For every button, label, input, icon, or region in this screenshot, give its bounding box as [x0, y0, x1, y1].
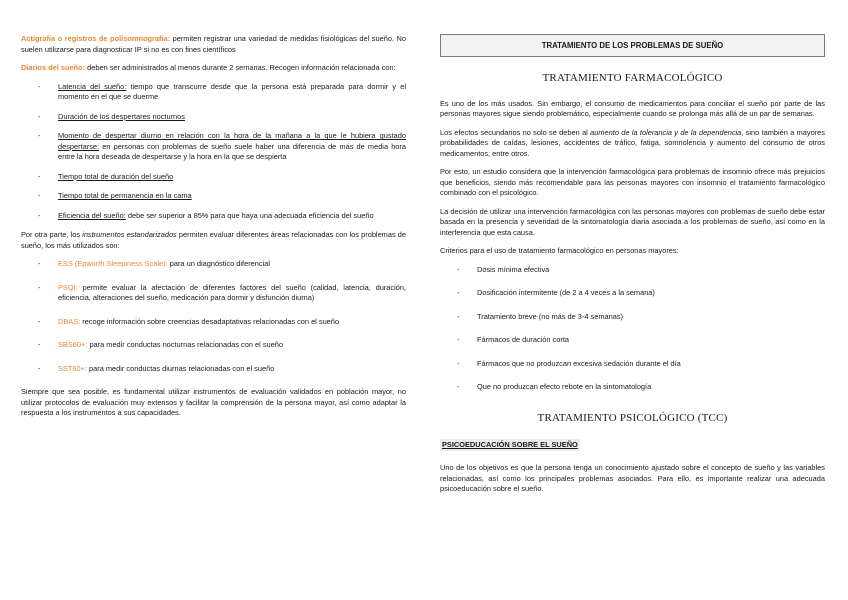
- list-item: - Dosificación intermitente (de 2 a 4 veces a la semana): [440, 288, 825, 299]
- instrument-name: ESS (Epworth Sleepiness Scale):: [58, 259, 168, 269]
- instrument-desc: para un diagnóstico diferencial: [167, 259, 270, 269]
- polysomnography-term: Actigrafía o registros de polisomnografía:: [21, 34, 171, 43]
- side-effects-emphasis: aumento de la tolerancia y de la dependencia: [590, 127, 742, 137]
- psych-title: TRATAMIENTO PSICOLÓGICO (TCC): [537, 411, 728, 424]
- validation-paragraph: Siempre que sea posible, es fundamental utilizar instrumentos de evaluación validados en población mayor, no utilizar protocolos de evaluación muy extensos y facilitar la comprensión de la persona mayor, así como adaptar la respuesta a los instrumentos a sus capacidades.: [21, 387, 406, 418]
- diary-item-desc: debe ser superior a 85% para que haya una adecuada eficiencia del sueño: [125, 210, 374, 220]
- instrument-desc: para medir conductas nocturnas relacionadas con el sueño: [87, 340, 283, 350]
- instrument-name: DBAS:: [58, 316, 81, 326]
- pharma-paragraph-1: Es uno de los más usados. Sin embargo, el consumo de medicamentos para conciliar el sueño por parte de las personas mayores sigue siendo problemático, especialmente cuando se prolonga más allá de un par de semanas.: [440, 98, 825, 119]
- diary-item-term: Momento de despertar diurno en relación con la hora de la mañana a la que le hubiera gustado despertarse:: [58, 131, 406, 151]
- list-item: [21, 364, 406, 375]
- instrument-desc: permite evaluar la afectación de diferentes factores del sueño (calidad, latencia, duración, eficiencia, alteraciones del sueño, medicación para dormir y disfunción diurna): [58, 282, 406, 303]
- right-column: [440, 34, 825, 503]
- diary-item-desc: en personas con problemas de sueño suele haber una diferencia de más de media hora entre la hora deseada de despertarse y la hora en la que se despierta: [58, 141, 406, 162]
- instruments-text-b: permiten evaluar diferentes áreas relacionadas con los problemas de sueño, los más utilizados son:: [21, 230, 407, 250]
- list-item: [21, 283, 406, 304]
- list-item: - Dosis mínima efectiva: [440, 265, 825, 276]
- instruments-list: [21, 259, 406, 374]
- instrument-desc: recoge información sobre creencias desadaptativas relacionadas con el sueño: [80, 316, 340, 326]
- list-item: [21, 191, 406, 202]
- list-item: [21, 172, 406, 183]
- criteria-list: [440, 265, 825, 393]
- instrument-name: SBS60+:: [58, 340, 88, 350]
- diary-item-term: Tiempo total de duración del sueño: [58, 171, 174, 181]
- list-item: - Fármacos que no produzcan excesiva sedación durante el día: [440, 359, 825, 370]
- psychoeducation-paragraph: Uno de los objetivos es que la persona tenga un conocimiento ajustado sobre el concepto de sueño y las variables relacionadas, así como los principales problemas asociados. Para ello, es importante realizar una adecuada psicoeducación sobre el sueño.: [440, 463, 825, 494]
- sleep-diary-term: Diarios del sueño:: [21, 63, 86, 73]
- diary-item-term: Latencia del sueño:: [58, 81, 127, 91]
- list-item: - Que no produzcan efecto rebote en la sintomatología: [440, 382, 825, 393]
- instrument-name: SST60+:: [58, 363, 87, 373]
- list-item: [21, 211, 406, 222]
- psychoeducation-heading: PSICOEDUCACIÓN SOBRE EL SUEÑO: [440, 439, 580, 452]
- pharma-paragraph-2: [440, 128, 825, 160]
- list-item: [21, 259, 406, 270]
- sleep-diary-text: deben ser administrados al menos durante 2 semanas. Recogen información relacionada con:: [85, 63, 396, 73]
- polysomnography-paragraph: [21, 34, 406, 55]
- pharma-paragraph-4: La decisión de utilizar una intervención farmacológica con las personas mayores con problemas de sueño debe estar basada en la presencia y severidad de la sintomatología diaria asociada a los problemas de sueño, así como en la interferencia que esta causa.: [440, 206, 825, 237]
- list-item: - Fármacos de duración corta: [440, 335, 825, 346]
- instrument-name: PSQI:: [58, 282, 78, 292]
- side-effects-text-b: , sino también a mayores probabilidades de caídas, lesiones, accidentes de tráfico, fatiga, somnolencia y aumento del consumo de otros medicamentos, entre otros.: [440, 127, 825, 158]
- criteria-intro: Criterios para el uso de tratamiento farmacológico en personas mayores:: [440, 246, 679, 256]
- instruments-paragraph: [21, 230, 406, 251]
- diary-item-term: Eficiencia del sueño:: [58, 210, 126, 220]
- left-column: [21, 34, 406, 427]
- instruments-emphasis: instrumentos estandarizados: [82, 230, 177, 240]
- list-item: [21, 340, 406, 351]
- list-item: [21, 131, 406, 163]
- pharma-paragraph-3: Por esto, un estudio considera que la intervención farmacológica para problemas de insomnio ofrece más prejuicios que beneficios, siendo más recomendable para las personas mayores con insomnio el tratamiento farmacológico combinado con el psicológico.: [440, 167, 825, 198]
- list-item: [21, 112, 406, 123]
- diary-item-desc: tiempo que transcurre desde que la persona está preparada para dormir y el momento en el que se duerme: [58, 81, 406, 102]
- instrument-desc: para medir conductas diurnas relacionadas con el sueño: [86, 363, 275, 373]
- diary-item-term: Tiempo total de permanencia en la cama: [58, 191, 192, 201]
- instruments-text-a: Por otra parte, los: [21, 230, 83, 240]
- pharma-title: TRATAMIENTO FARMACOLÓGICO: [542, 72, 723, 85]
- list-item: [21, 82, 406, 103]
- list-item: - Tratamiento breve (no más de 3-4 semanas): [440, 312, 825, 323]
- list-item: [21, 317, 406, 328]
- side-effects-text-a: Los efectos secundarios no solo se deben al: [440, 127, 591, 137]
- sleep-diary-paragraph: [21, 63, 406, 74]
- diary-item-term: Duración de los despertares nocturnos: [58, 111, 185, 121]
- section-header: TRATAMIENTO DE LOS PROBLEMAS DE SUEÑO: [440, 34, 825, 57]
- diary-items-list: [21, 82, 406, 222]
- polysomnography-text: permiten registrar una variedad de medidas fisiológicas del sueño. No suelen utilizarse para diagnosticar IP si no es con fines científicos: [21, 34, 406, 54]
